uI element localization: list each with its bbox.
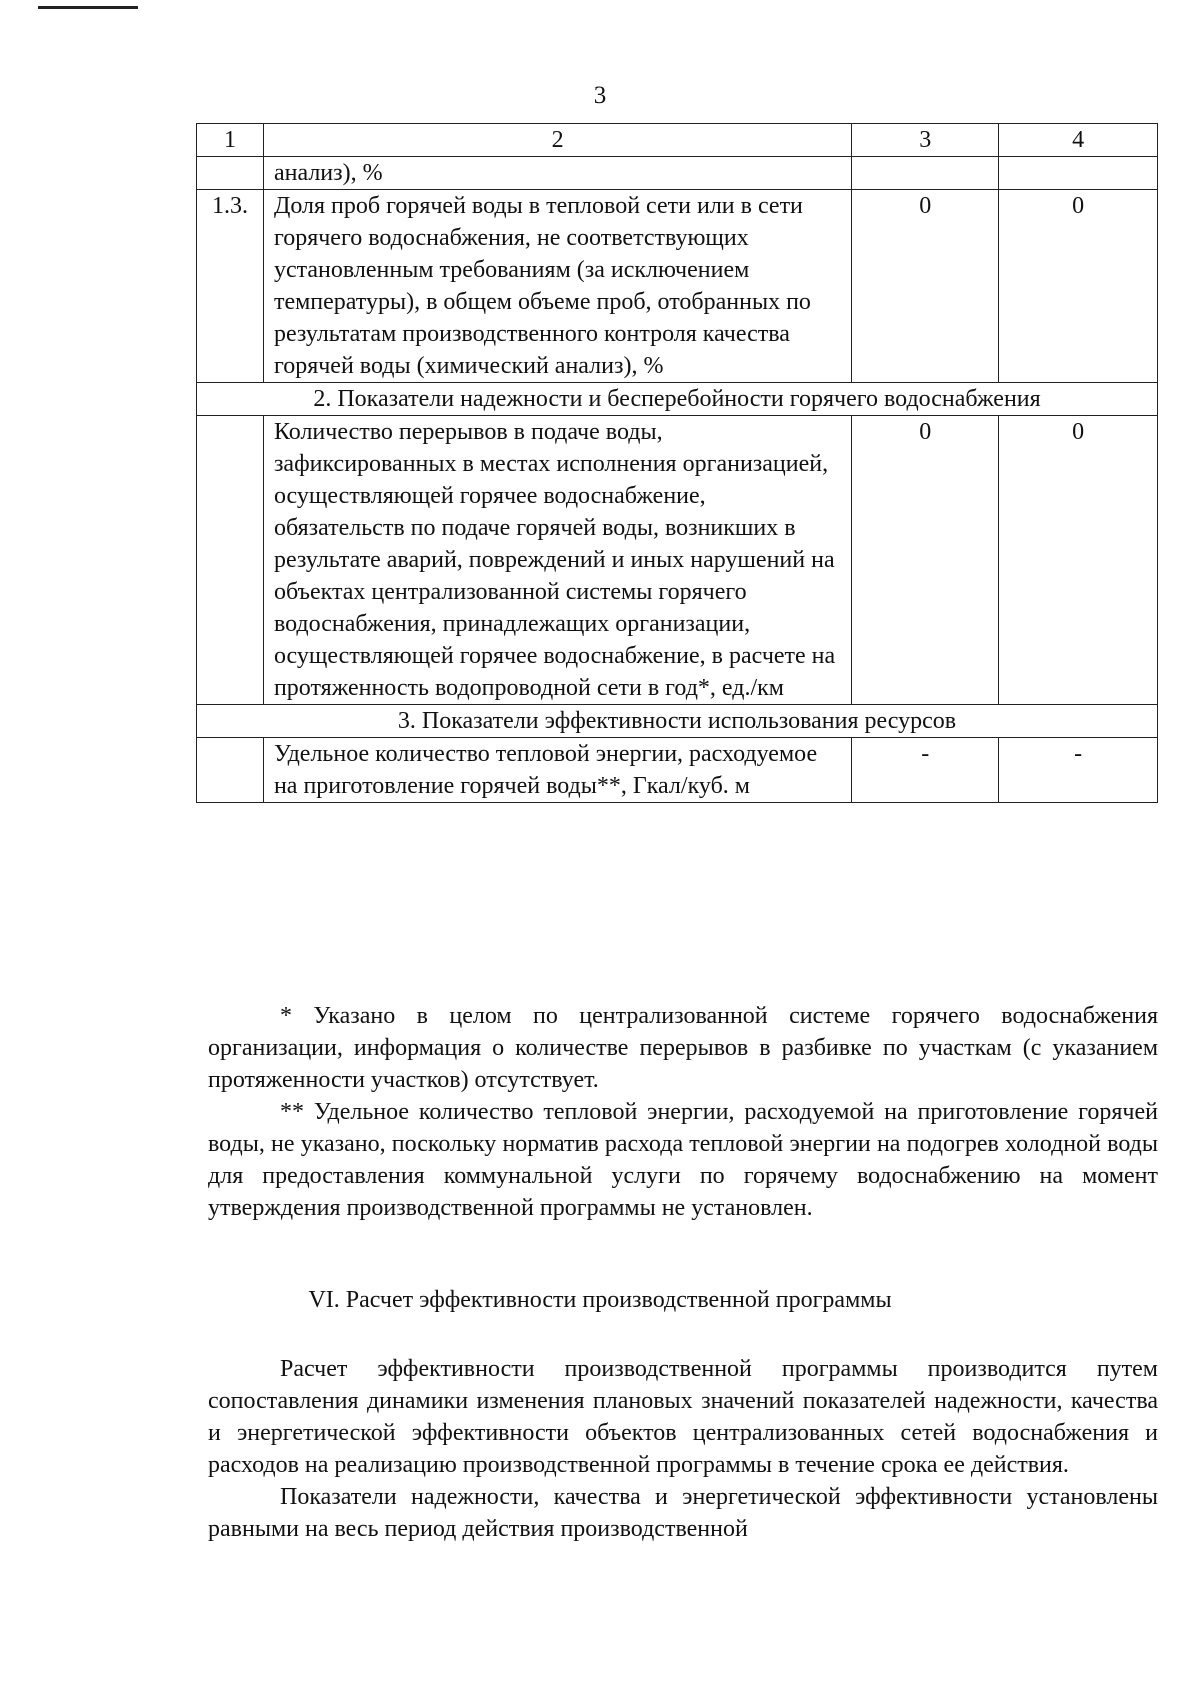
section-heading: VI. Расчет эффективности производственной программы <box>308 1287 892 1313</box>
row-value-col3: 0 <box>852 416 999 705</box>
row-value-col4: 0 <box>999 416 1158 705</box>
row-value-col4 <box>999 157 1158 190</box>
footnotes <box>208 1000 1158 1224</box>
column-header-1: 1 <box>197 124 264 157</box>
paragraph: Расчет эффективности производственной программы производится путем сопоставления динамики изменения плановых значений показателей надежности, качества и энергетической эффективности объектов централизованных сетей водоснабжения и расходов на реализацию производственной программы в течение срока ее действия. <box>208 1356 1158 1478</box>
column-header-2: 2 <box>263 124 851 157</box>
row-number <box>197 157 264 190</box>
section-title-reliability: 2. Показатели надежности и бесперебойности горячего водоснабжения <box>197 383 1158 416</box>
row-description: Количество перерывов в подаче воды, зафиксированных в местах исполнения организацией, осуществляющей горячее водоснабжение, обязательств по подаче горячей воды, возникших в результате аварий, повреждений и иных нарушений на объектах централизованной системы горячего водоснабжения, принадлежащих организации, осуществляющей горячее водоснабжение, в расчете на протяженность водопроводной сети в год*, ед./км <box>263 416 851 705</box>
row-value-col3: - <box>852 738 999 803</box>
footnote-1: * Указано в целом по централизованной системе горячего водоснабжения организации, информация о количестве перерывов в разбивке по участкам (с указанием протяженности участков) отсутствует. <box>208 1003 1158 1093</box>
table-row <box>197 416 1158 705</box>
table-row <box>197 157 1158 190</box>
row-value-col4: - <box>999 738 1158 803</box>
table-row <box>197 190 1158 383</box>
indicators-table <box>196 123 1158 803</box>
row-description: анализ), % <box>263 157 851 190</box>
row-value-col3: 0 <box>852 190 999 383</box>
row-value-col3 <box>852 157 999 190</box>
page-number: 3 <box>593 82 607 109</box>
column-header-3: 3 <box>852 124 999 157</box>
table-header-row <box>197 124 1158 157</box>
section-title-efficiency: 3. Показатели эффективности использования ресурсов <box>197 705 1158 738</box>
footnote-2: ** Удельное количество тепловой энергии, расходуемой на приготовление горячей воды, не указано, поскольку норматив расхода тепловой энергии на подогрев холодной воды для предоставления коммунальной услуги по горячему водоснабжению на момент утверждения производственной программы не установлен. <box>208 1099 1158 1221</box>
column-header-4: 4 <box>999 124 1158 157</box>
row-number: 1.3. <box>197 190 264 383</box>
row-description: Удельное количество тепловой энергии, расходуемое на приготовление горячей воды**, Гкал/куб. м <box>263 738 851 803</box>
table-section-row <box>197 705 1158 738</box>
body-text <box>208 1353 1158 1545</box>
table-section-row <box>197 383 1158 416</box>
scan-corner-mark <box>38 6 138 9</box>
table-row <box>197 738 1158 803</box>
row-description: Доля проб горячей воды в тепловой сети или в сети горячего водоснабжения, не соответствующих установленным требованиям (за исключением температуры), в общем объеме проб, отобранных по результатам производственного контроля качества горячей воды (химический анализ), % <box>263 190 851 383</box>
row-value-col4: 0 <box>999 190 1158 383</box>
row-number <box>197 416 264 705</box>
row-number <box>197 738 264 803</box>
paragraph: Показатели надежности, качества и энергетической эффективности установлены равными на весь период действия производственной <box>208 1484 1158 1542</box>
